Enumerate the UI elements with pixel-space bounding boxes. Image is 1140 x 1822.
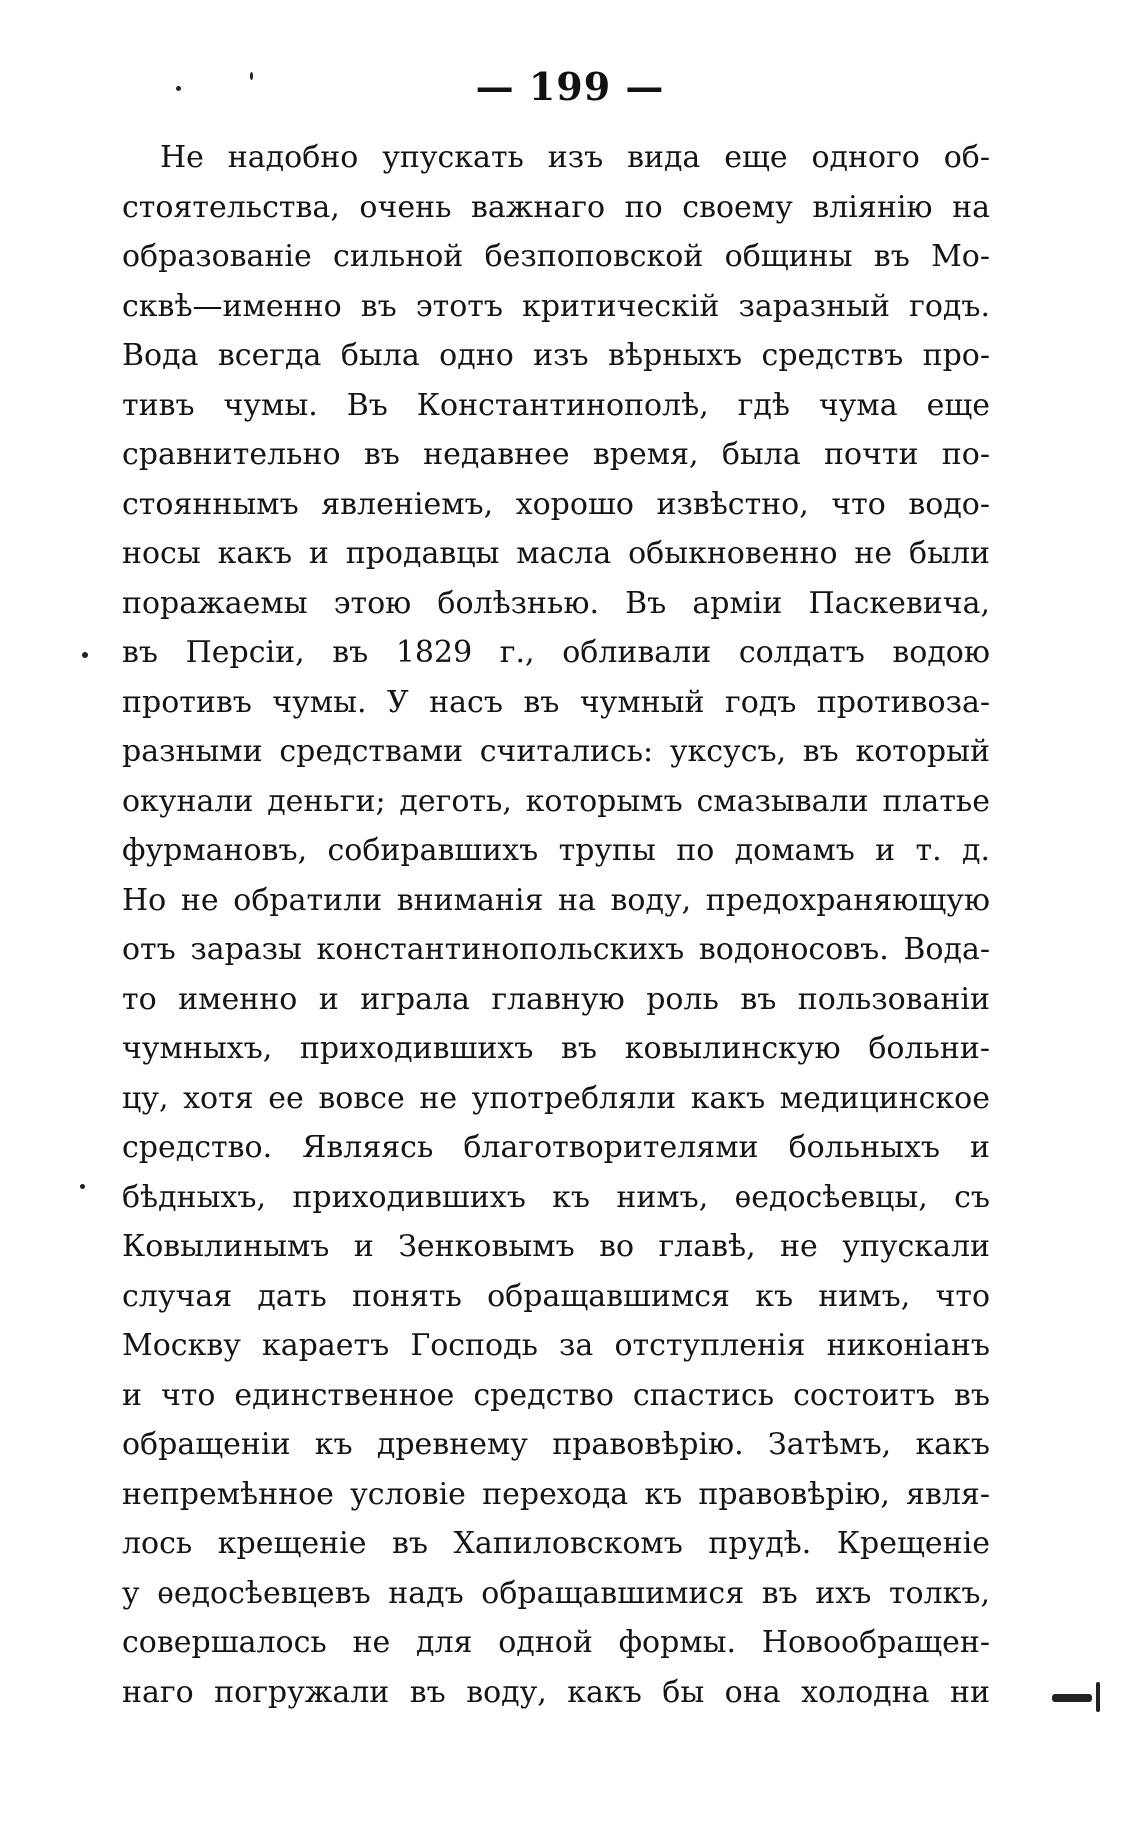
text-line: поражаемы этою болѣзнью. Въ арміи Паскевича, <box>122 585 990 621</box>
text-line: Не надобно упускать изъ вида еще одного об- <box>160 140 990 175</box>
scan-speck <box>1052 1694 1092 1702</box>
text-line: фурмановъ, собиравшихъ трупы по домамъ и т. д. <box>122 833 990 868</box>
text-line: въ Персіи, въ 1829 г., обливали солдатъ водою <box>122 635 990 670</box>
text-line: то именно и играла главную роль въ пользованіи <box>122 981 990 1017</box>
text-line: Москву караетъ Господь за отступленія никоніанъ <box>122 1328 990 1363</box>
page-number: — 199 — <box>475 64 665 109</box>
text-line: бѣдныхъ, приходившихъ къ нимъ, ѳедосѣевцы, съ <box>122 1179 990 1215</box>
text-line: отъ заразы константинопольскихъ водоносовъ. Вода- <box>122 932 990 967</box>
text-line: и что единственное средство спастись состоитъ въ <box>122 1377 990 1413</box>
text-line: цу, хотя ее вовсе не употребляли какъ медицинское <box>122 1080 990 1116</box>
scan-speck <box>82 652 88 658</box>
text-line: случая дать понять обращавшимся къ нимъ, что <box>122 1278 990 1314</box>
scan-speck <box>80 1184 85 1189</box>
text-line: наго погружали въ воду, какъ бы она холодна ни <box>122 1674 990 1710</box>
text-line: носы какъ и продавцы масла обыкновенно не были <box>122 536 990 571</box>
text-line: сквѣ—именно въ этотъ критическій заразный годъ. <box>122 288 990 324</box>
text-line: Но не обратили вниманія на воду, предохраняющую <box>122 882 990 918</box>
text-line: обращеніи къ древнему правовѣрію. Затѣмъ, какъ <box>122 1427 990 1462</box>
scan-speck <box>1096 1682 1100 1712</box>
text-line: разными средствами считались: уксусъ, въ который <box>122 734 990 769</box>
text-line: у ѳедосѣевцевъ надъ обращавшимися въ ихъ толкъ, <box>122 1575 990 1611</box>
text-line: Вода всегда была одно изъ вѣрныхъ средствъ про- <box>122 338 990 373</box>
text-line: стояннымъ явленіемъ, хорошо извѣстно, что водо- <box>122 486 990 522</box>
text-line: Ковылинымъ и Зенковымъ во главѣ, не упускали <box>122 1229 990 1264</box>
text-line: тивъ чумы. Въ Константинополѣ, гдѣ чума еще <box>122 387 990 423</box>
text-line: противъ чумы. У насъ въ чумный годъ противоза- <box>122 684 990 720</box>
text-line: образованіе сильной безпоповской общины въ Мо- <box>122 239 990 274</box>
text-line: чумныхъ, приходившихъ въ ковылинскую больни- <box>122 1031 990 1066</box>
text-line: стоятельства, очень важнаго по своему вліянію на <box>122 189 990 225</box>
scan-speck <box>250 72 253 80</box>
text-line: непремѣнное условіе перехода къ правовѣрію, явля- <box>122 1476 990 1512</box>
text-line: средство. Являясь благотворителями больныхъ и <box>122 1130 990 1165</box>
body-text <box>122 133 990 1717</box>
scan-speck <box>176 86 181 91</box>
text-line: совершалось не для одной формы. Новообращен- <box>122 1625 990 1660</box>
text-line: окунали деньги; деготь, которымъ смазывали платье <box>122 783 990 819</box>
text-line: лось крещеніе въ Хапиловскомъ прудѣ. Крещеніе <box>122 1526 990 1561</box>
text-line: сравнительно въ недавнее время, была почти по- <box>122 437 990 472</box>
